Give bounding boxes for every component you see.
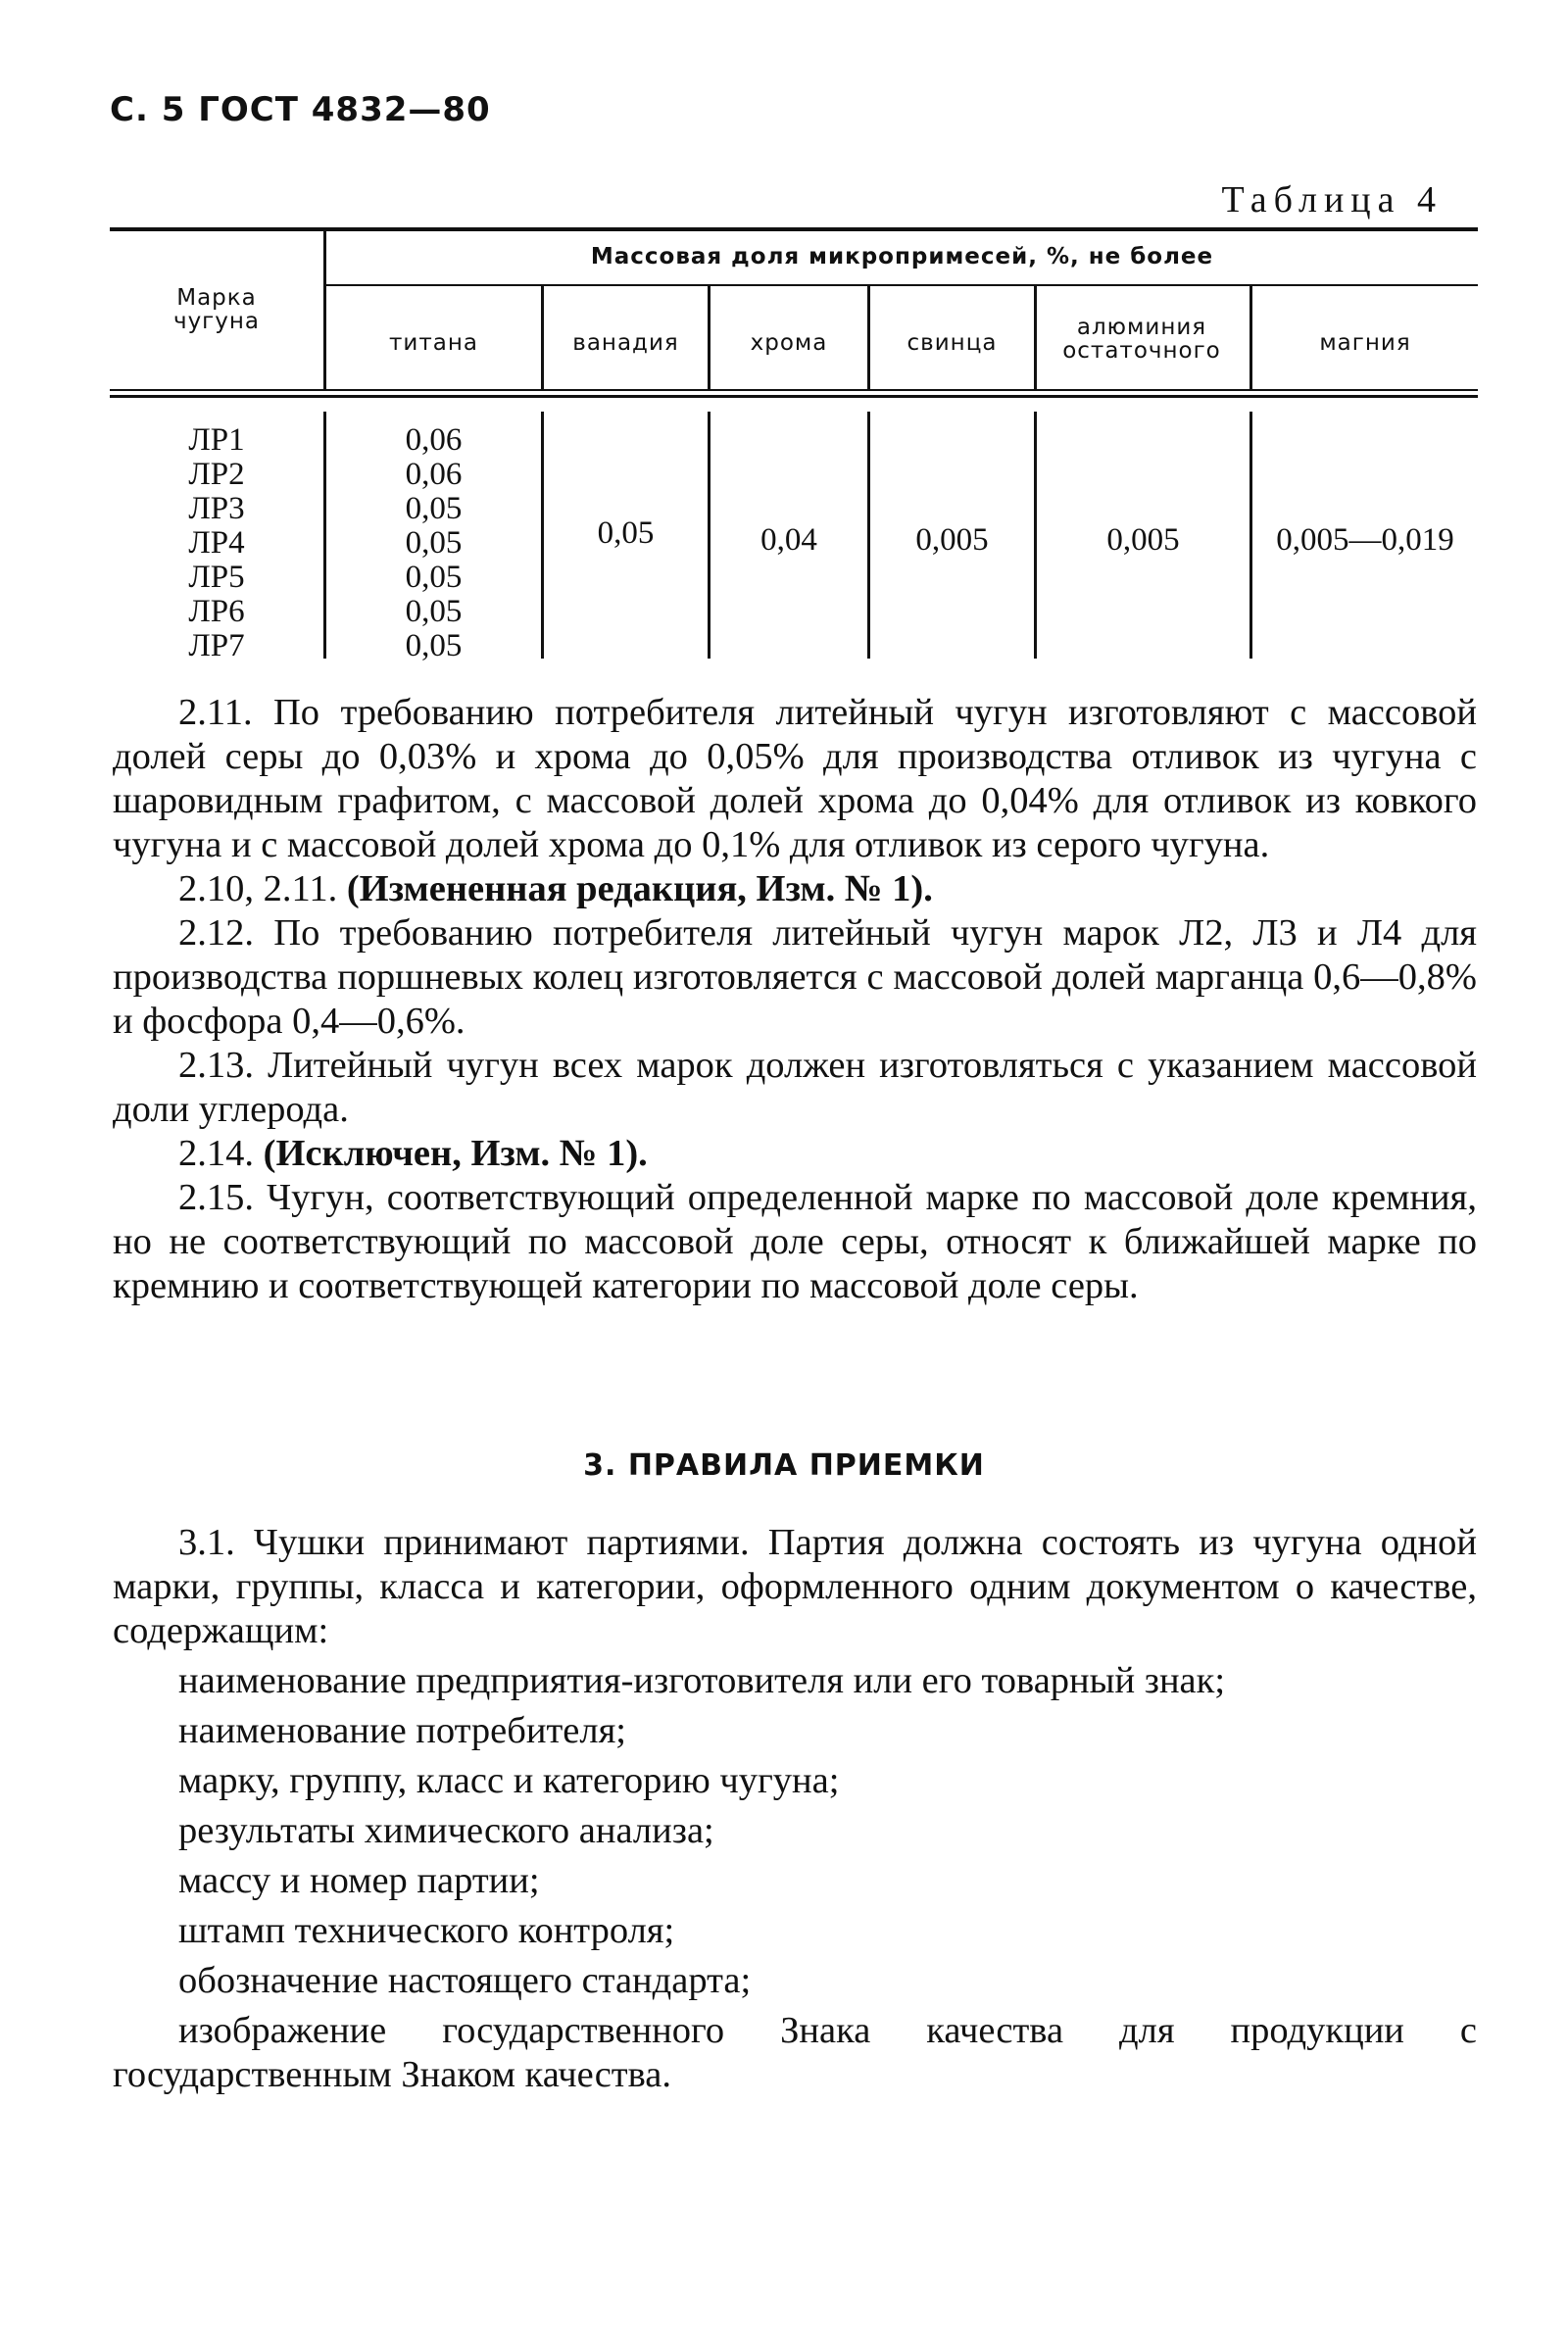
section-3-text [113,1521,1477,2103]
table-cell: ЛР7 [188,628,245,663]
paragraph-3-1: 3.1. Чушки принимают партиями. Партия должна состоять из чугуна одной марки, группы, класса и категории, оформленного одним документом о качестве, содержащим: [113,1522,1477,1651]
chromium-value: 0,04 [760,522,817,558]
table-group-rule [325,284,1478,286]
vanadium-value: 0,05 [597,515,655,551]
table-cell: 0,05 [405,560,463,595]
table-cell: 0,06 [405,422,463,458]
list-item: результаты химического анализа; [178,1810,714,1851]
list-item: марку, группу, класс и категорию чугуна; [178,1760,840,1801]
paragraph-2-15: 2.15. Чугун, соответствующий определенной марке по массовой доле кремния, но не соответствующий по массовой доле серы, относят к ближайшей марке по кремнию и соответствующей категории по массовой доле серы. [113,1177,1477,1306]
lead-value: 0,005 [915,522,989,558]
table-vline [1034,286,1037,389]
header-impurities: Массовая доля микропримесей, %, не более [590,244,1214,269]
paragraph-2-13: 2.13. Литейный чугун всех марок должен изготовляться с указанием массовой доли углерода. [113,1045,1477,1130]
list-item: наименование предприятия-изготовителя или его товарный знак; [178,1660,1226,1701]
table-cell: 0,06 [405,457,463,492]
paragraph-revision: 2.10, 2.11. (Измененная редакция, Изм. № 1). [178,868,933,909]
table-cell: 0,05 [405,628,463,663]
header-grade: Марка чугуна [172,285,261,334]
header-vanadium: ванадия [572,330,679,356]
table-cell: ЛР6 [188,594,245,629]
list-item: штамп технического контроля; [178,1910,675,1951]
header-aluminium: алюминия остаточного [1062,315,1221,364]
paragraph-2-14: 2.14. (Исключен, Изм. № 1). [178,1133,648,1174]
section-2-text [113,691,1477,1308]
aluminium-value: 0,005 [1106,522,1180,558]
section-heading: 3. ПРАВИЛА ПРИЕМКИ [583,1448,985,1483]
table-label: Таблица 4 [1221,179,1443,220]
header-titanium: титана [389,330,478,356]
table-cell: ЛР3 [188,491,245,526]
header-magnesium: магния [1319,330,1411,356]
titanium-column [326,423,541,663]
document-contents-list [113,1659,1477,2097]
header-chromium: хрома [750,330,828,356]
table-cell: ЛР1 [188,422,245,458]
list-item: массу и номер партии; [178,1860,540,1901]
table-cell: 0,05 [405,594,463,629]
paragraph-2-11: 2.11. По требованию потребителя литейный чугун изготовляют с массовой долей серы до 0,03% и хрома до 0,05% для производства отливок из чугуна с шаровидным графитом, с массовой долей хрома до 0,04% для отливок из ковкого чугуна и с массовой долей хрома до 0,1% для отливок из серого чугуна. [113,692,1477,865]
header-lead: свинца [906,330,998,356]
table-cell: ЛР5 [188,560,245,595]
list-item: наименование потребителя; [178,1710,626,1751]
magnesium-value: 0,005—0,019 [1276,522,1454,558]
paragraph-2-12: 2.12. По требованию потребителя литейный чугун марок Л2, Л3 и Л4 для производства поршневых колец изготовляется с массовой долей марганца 0,6—0,8% и фосфора 0,4—0,6%. [113,912,1477,1042]
table-cell: 0,05 [405,491,463,526]
page-header: С. 5 ГОСТ 4832—80 [110,90,491,129]
list-item: изображение государственного Знака качества для продукции с государственным Знаком качества. [113,2010,1477,2095]
table-cell: ЛР4 [188,525,245,561]
table-cell: ЛР2 [188,457,245,492]
table-header-rule-1 [110,389,1478,391]
table-top-rule [110,227,1478,231]
list-item: обозначение настоящего стандарта; [178,1960,752,2001]
grade-column [110,423,323,663]
table-cell: 0,05 [405,525,463,561]
table-header-rule-2 [110,395,1478,398]
